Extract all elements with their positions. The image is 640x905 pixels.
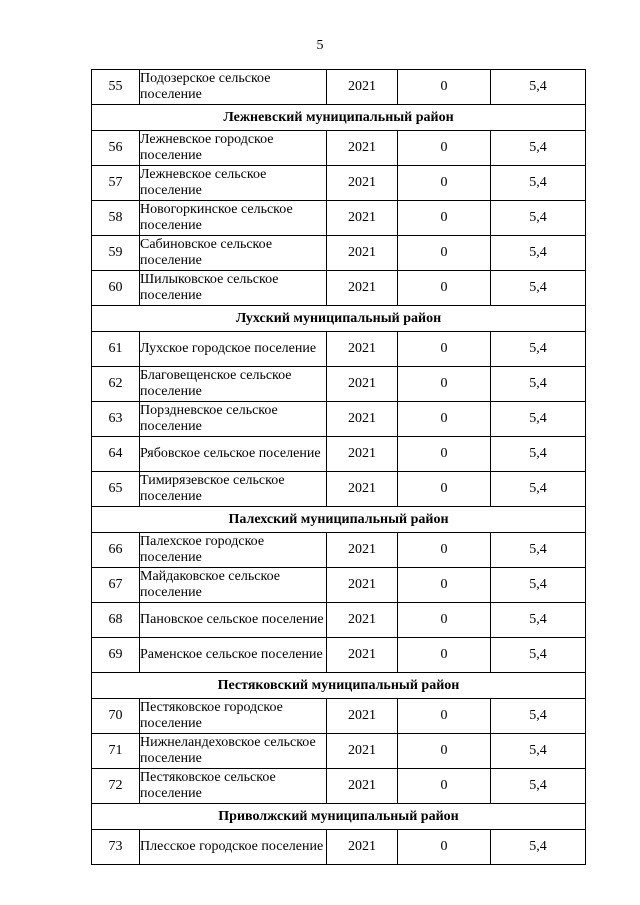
row-number-cell: 59 xyxy=(92,236,140,271)
table-row xyxy=(92,236,586,271)
table-row xyxy=(92,638,586,673)
row-number-cell: 56 xyxy=(92,131,140,166)
page-number: 5 xyxy=(316,38,324,53)
settlement-name-cell: Лухское городское поселение xyxy=(140,332,327,367)
row-number-cell: 55 xyxy=(92,70,140,105)
district-header-row xyxy=(92,673,586,699)
settlement-name-cell: Подозерское сельское поселение xyxy=(140,70,327,105)
value-cell: 0 xyxy=(398,533,491,568)
year-cell: 2021 xyxy=(327,437,398,472)
table-row xyxy=(92,699,586,734)
year-cell: 2021 xyxy=(327,201,398,236)
table-row xyxy=(92,131,586,166)
row-number-cell: 57 xyxy=(92,166,140,201)
district-title: Лухский муниципальный район xyxy=(92,306,586,332)
settlement-name-cell: Пановское сельское поселение xyxy=(140,603,327,638)
year-cell: 2021 xyxy=(327,603,398,638)
year-cell: 2021 xyxy=(327,332,398,367)
table-row xyxy=(92,367,586,402)
year-cell: 2021 xyxy=(327,638,398,673)
district-header-row xyxy=(92,507,586,533)
row-number-cell: 58 xyxy=(92,201,140,236)
rate-cell: 5,4 xyxy=(491,236,586,271)
rate-cell: 5,4 xyxy=(491,437,586,472)
year-cell: 2021 xyxy=(327,236,398,271)
settlement-name-cell: Новогоркинское сельское поселение xyxy=(140,201,327,236)
year-cell: 2021 xyxy=(327,70,398,105)
district-header-row xyxy=(92,804,586,830)
table-body xyxy=(92,70,586,865)
table-row xyxy=(92,166,586,201)
row-number-cell: 72 xyxy=(92,769,140,804)
settlement-name-cell: Порздневское сельское поселение xyxy=(140,402,327,437)
rate-cell: 5,4 xyxy=(491,271,586,306)
year-cell: 2021 xyxy=(327,533,398,568)
rate-cell: 5,4 xyxy=(491,70,586,105)
district-title: Лежневский муниципальный район xyxy=(92,105,586,131)
rate-cell: 5,4 xyxy=(491,568,586,603)
rate-cell: 5,4 xyxy=(491,603,586,638)
value-cell: 0 xyxy=(398,699,491,734)
row-number-cell: 71 xyxy=(92,734,140,769)
value-cell: 0 xyxy=(398,472,491,507)
settlement-name-cell: Тимирязевское сельское поселение xyxy=(140,472,327,507)
value-cell: 0 xyxy=(398,603,491,638)
value-cell: 0 xyxy=(398,402,491,437)
value-cell: 0 xyxy=(398,437,491,472)
settlement-name-cell: Плесское городское поселение xyxy=(140,830,327,865)
rate-cell: 5,4 xyxy=(491,699,586,734)
value-cell: 0 xyxy=(398,734,491,769)
value-cell: 0 xyxy=(398,568,491,603)
value-cell: 0 xyxy=(398,638,491,673)
rate-cell: 5,4 xyxy=(491,472,586,507)
table-row xyxy=(92,769,586,804)
row-number-cell: 65 xyxy=(92,472,140,507)
table-row xyxy=(92,271,586,306)
row-number-cell: 63 xyxy=(92,402,140,437)
rate-cell: 5,4 xyxy=(491,367,586,402)
district-header-row xyxy=(92,306,586,332)
table-row xyxy=(92,603,586,638)
settlement-name-cell: Лежневское сельское поселение xyxy=(140,166,327,201)
settlement-name-cell: Лежневское городское поселение xyxy=(140,131,327,166)
value-cell: 0 xyxy=(398,769,491,804)
year-cell: 2021 xyxy=(327,166,398,201)
year-cell: 2021 xyxy=(327,271,398,306)
row-number-cell: 70 xyxy=(92,699,140,734)
table-row xyxy=(92,472,586,507)
row-number-cell: 67 xyxy=(92,568,140,603)
value-cell: 0 xyxy=(398,332,491,367)
value-cell: 0 xyxy=(398,166,491,201)
rate-cell: 5,4 xyxy=(491,533,586,568)
settlement-name-cell: Майдаковское сельское поселение xyxy=(140,568,327,603)
value-cell: 0 xyxy=(398,70,491,105)
table-row xyxy=(92,201,586,236)
table-row xyxy=(92,332,586,367)
year-cell: 2021 xyxy=(327,568,398,603)
settlements-table xyxy=(91,69,586,865)
value-cell: 0 xyxy=(398,236,491,271)
row-number-cell: 73 xyxy=(92,830,140,865)
rate-cell: 5,4 xyxy=(491,769,586,804)
settlement-name-cell: Рябовское сельское поселение xyxy=(140,437,327,472)
table-row xyxy=(92,734,586,769)
row-number-cell: 60 xyxy=(92,271,140,306)
settlement-name-cell: Нижнеландеховское сельское поселение xyxy=(140,734,327,769)
district-header-row xyxy=(92,105,586,131)
table-row xyxy=(92,568,586,603)
settlement-name-cell: Пестяковское городское поселение xyxy=(140,699,327,734)
rate-cell: 5,4 xyxy=(491,638,586,673)
rate-cell: 5,4 xyxy=(491,201,586,236)
rate-cell: 5,4 xyxy=(491,166,586,201)
district-title: Пестяковский муниципальный район xyxy=(92,673,586,699)
value-cell: 0 xyxy=(398,367,491,402)
rate-cell: 5,4 xyxy=(491,830,586,865)
value-cell: 0 xyxy=(398,271,491,306)
year-cell: 2021 xyxy=(327,367,398,402)
table-row xyxy=(92,830,586,865)
table-row xyxy=(92,70,586,105)
year-cell: 2021 xyxy=(327,472,398,507)
rate-cell: 5,4 xyxy=(491,332,586,367)
settlement-name-cell: Палехское городское поселение xyxy=(140,533,327,568)
rate-cell: 5,4 xyxy=(491,734,586,769)
year-cell: 2021 xyxy=(327,830,398,865)
settlement-name-cell: Сабиновское сельское поселение xyxy=(140,236,327,271)
table-row xyxy=(92,437,586,472)
year-cell: 2021 xyxy=(327,131,398,166)
year-cell: 2021 xyxy=(327,699,398,734)
value-cell: 0 xyxy=(398,201,491,236)
row-number-cell: 68 xyxy=(92,603,140,638)
settlement-name-cell: Благовещенское сельское поселение xyxy=(140,367,327,402)
table-row xyxy=(92,402,586,437)
settlement-name-cell: Шилыковское сельское поселение xyxy=(140,271,327,306)
value-cell: 0 xyxy=(398,131,491,166)
year-cell: 2021 xyxy=(327,734,398,769)
row-number-cell: 69 xyxy=(92,638,140,673)
settlement-name-cell: Раменское сельское поселение xyxy=(140,638,327,673)
table-row xyxy=(92,533,586,568)
row-number-cell: 61 xyxy=(92,332,140,367)
rate-cell: 5,4 xyxy=(491,402,586,437)
value-cell: 0 xyxy=(398,830,491,865)
row-number-cell: 64 xyxy=(92,437,140,472)
year-cell: 2021 xyxy=(327,769,398,804)
district-title: Приволжский муниципальный район xyxy=(92,804,586,830)
rate-cell: 5,4 xyxy=(491,131,586,166)
district-title: Палехский муниципальный район xyxy=(92,507,586,533)
settlement-name-cell: Пестяковское сельское поселение xyxy=(140,769,327,804)
year-cell: 2021 xyxy=(327,402,398,437)
row-number-cell: 66 xyxy=(92,533,140,568)
row-number-cell: 62 xyxy=(92,367,140,402)
